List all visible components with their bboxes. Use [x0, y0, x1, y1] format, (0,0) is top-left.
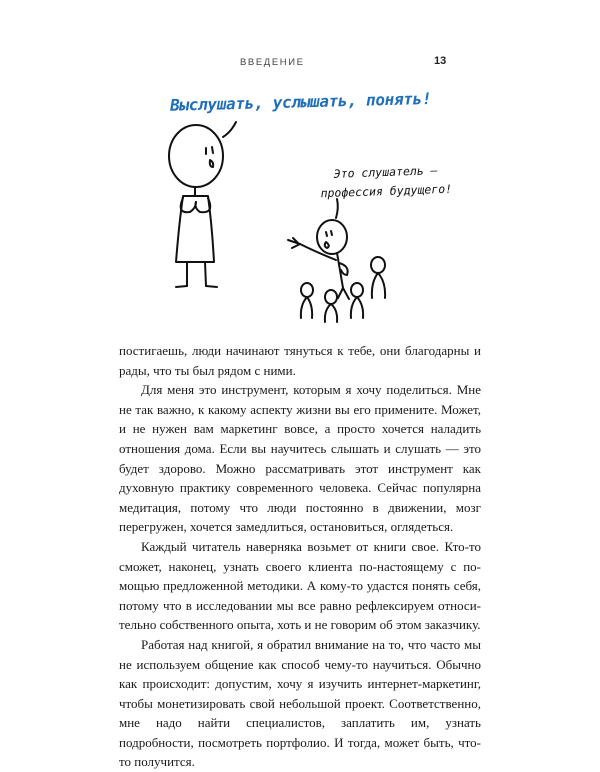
- speaker-figure-eye-2: [331, 231, 332, 235]
- speaker-figure-eye: [326, 232, 327, 236]
- speaker-figure-leg-right: [343, 288, 349, 299]
- big-figure-eye-2: [212, 147, 213, 153]
- body-text: [119, 341, 481, 772]
- big-figure-foot-left: [176, 286, 187, 287]
- audience-figure-1: [301, 283, 313, 318]
- audience-figure-3: [351, 283, 363, 318]
- speaker-figure-leg-left: [338, 288, 343, 298]
- paragraph-2: Для меня это инструмент, которым я хочу поделиться. Мне не так важно, к какому аспекту жизни вы его примените. Может, и не нужен вам маркетинг вовсе, а просто хочется наладить отношения дома. Если вы научитесь слышать и слушать — это будет здорово. Можно рассматривать этот инструмент как духовную практику современного человека. Сейчас популярна медитация, потому что люди постоянно в движении, мозг перегружен, хочется замедлиться, остановиться, оглядеться.: [119, 382, 481, 535]
- caption-side-line-1: Это слушатель —: [333, 163, 438, 181]
- illustration-caption-main: Выслушать, услышать, понять!: [169, 88, 432, 115]
- big-figure-arm-left: [181, 198, 196, 212]
- big-figure-leg-right: [205, 262, 206, 286]
- paragraph-4: Работая над книгой, я обратил внимание на то, что часто мы не используем общение как способ чему-то научиться. Обычно как происходит: допустим, хочу я изучить интернет-маркетинг, чтобы монетизировать свой небольшой проект. Соответственно, мне надо найти специалистов, заплатить им, узнать подробности, посмотреть портфолио. И тогда, может быть, что-то получится.: [119, 636, 481, 770]
- speaker-figure-mouth: [325, 242, 329, 248]
- big-figure-head: [169, 125, 223, 187]
- audience-figure-2: [325, 290, 337, 322]
- speaker-figure-head: [317, 220, 347, 254]
- illustration-caption-side: [295, 160, 476, 204]
- caption-side-line-2: профессия будущего!: [320, 181, 453, 201]
- big-figure-foot-right: [206, 286, 217, 287]
- audience-figure-4: [371, 257, 385, 298]
- paragraph-1: постигаешь, люди начинают тянуться к тебе, они благодарны и рады, что ты был рядом с ними.: [119, 343, 481, 378]
- paragraph-3: Каждый читатель наверняка возьмет от книги свое. Кто-то сможет, наконец, узнать своего клиента по-настоящему с помощью предложенной методики. А кому-то удастся понять себя, потому что в исследовании мы все равно рефлексируем относительно собственного опыта, хоть и не говорим об этом заказчику.: [119, 538, 481, 633]
- big-figure-mouth: [210, 160, 213, 167]
- big-figure-arm-right: [196, 198, 211, 212]
- page-number: 13: [434, 55, 447, 67]
- running-header-section: ВВЕДЕНИЕ: [240, 57, 305, 68]
- speech-tick-left: [223, 122, 236, 137]
- speaker-figure-hand: [288, 238, 300, 248]
- speaker-figure-arm-point: [300, 244, 336, 260]
